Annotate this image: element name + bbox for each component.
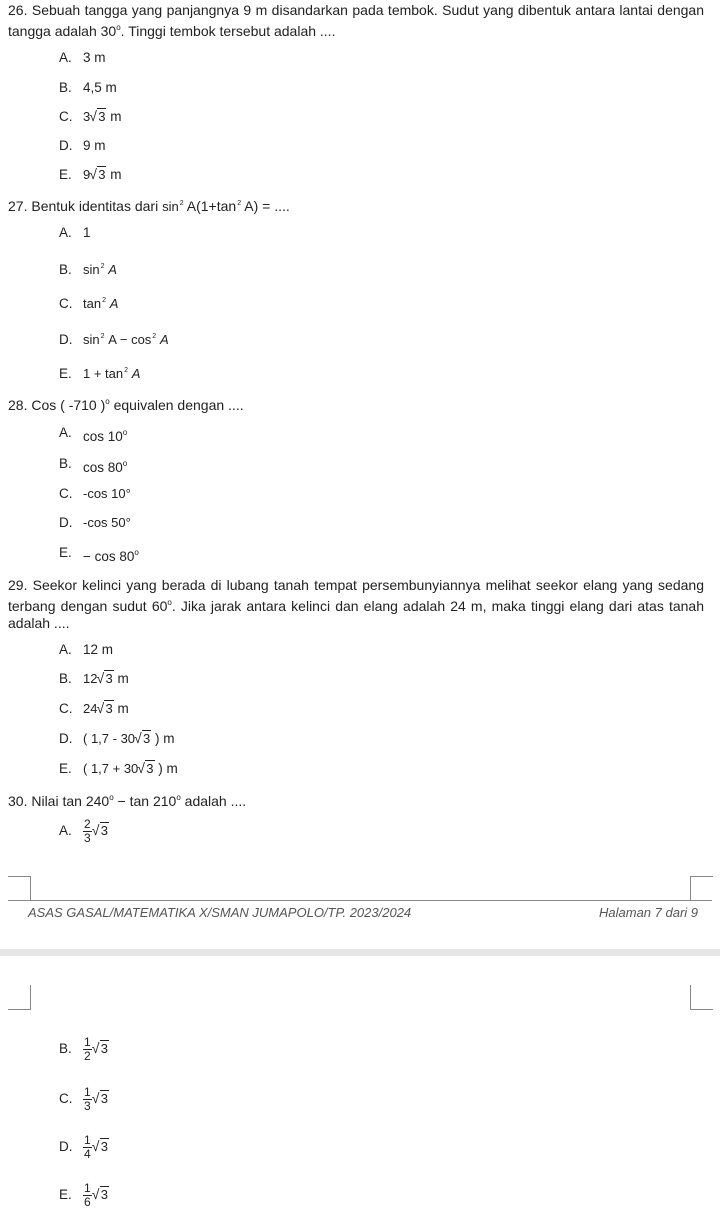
- q30-option-b[interactable]: B. $\frac{1}{2}$ √ 3: [59, 1036, 109, 1063]
- question-26-text: 26. Sebuah tangga yang panjangnya 9 m disandarkan pada tembok. Sudut yang dibentuk antara lantai dengan tangga adalah 30$^o$. Tinggi tembok tersebut adalah ....: [8, 2, 704, 39]
- q28-option-e[interactable]: E. − cos 80$^o$: [59, 545, 139, 564]
- footer-exam-title: ASAS GASAL/MATEMATIKA X/SMAN JUMAPOLO/TP. 2023/2024: [28, 905, 412, 920]
- q27-option-a[interactable]: A. 1: [59, 225, 91, 240]
- page-separator: [0, 949, 720, 956]
- q27-option-c[interactable]: C. $\tan^2 A$: [59, 296, 119, 311]
- q30-option-a[interactable]: A. $\frac{2}{3}$ √ 3: [59, 818, 109, 845]
- q27-option-e[interactable]: E. $1 + \tan^2 A$: [59, 366, 141, 381]
- question-30-text: 30. Nilai $\tan 240^o - \tan 210^o$ adalah ....: [8, 793, 247, 809]
- question-29-text: 29. Seekor kelinci yang berada di lubang tanah tempat persembunyiannya melihat seekor elang yang sedang terbang dengan sudut 60$^o$. Jika jarak antara kelinci dan elang adalah 24 m, maka tinggi elang dari atas tanah adalah ....: [8, 577, 705, 631]
- q27-option-b[interactable]: B. $\sin^2 A$: [59, 262, 117, 277]
- q26-option-a[interactable]: A. 3 m: [59, 50, 106, 65]
- q29-option-e[interactable]: E. ( 1,7 + 30√ 3 ) m: [59, 760, 178, 778]
- footer-page-number: Halaman 7 dari 9: [599, 905, 698, 920]
- crop-mark-right: [690, 876, 713, 901]
- q26-option-c[interactable]: C. 3√ 3 m: [59, 108, 121, 126]
- q26-option-d[interactable]: D. 9 m: [59, 138, 106, 153]
- q28-option-d[interactable]: D. -cos 50°: [59, 515, 131, 530]
- page-footer: [28, 905, 698, 920]
- q30-option-d[interactable]: D. $\frac{1}{4}$ √ 3: [59, 1134, 109, 1161]
- question-28-text: 28. Cos ( -710 )$^o$ equivalen dengan ....: [8, 397, 244, 413]
- q26-option-e[interactable]: E. 9√ 3 m: [59, 166, 121, 184]
- q29-option-d[interactable]: D. ( 1,7 - 30√ 3 ) m: [59, 730, 175, 748]
- crop-mark-left: [8, 876, 31, 901]
- q28-option-a[interactable]: A. cos 10$^o$: [59, 425, 128, 444]
- q30-option-e[interactable]: E. $\frac{1}{6}$ √ 3: [59, 1182, 109, 1209]
- q26-option-b[interactable]: B. 4,5 m: [59, 80, 117, 95]
- q28-option-c[interactable]: C. -cos 10°: [59, 486, 131, 501]
- crop-mark-left-next: [8, 985, 31, 1010]
- q29-option-b[interactable]: B. 12√ 3 m: [59, 670, 129, 688]
- crop-mark-right-next: [690, 985, 713, 1010]
- q27-option-d[interactable]: D. $\sin^2 A - \cos^2 A$: [59, 332, 169, 347]
- question-27-text: 27. Bentuk identitas dari $\sin^2 A(1+\tan^2$ A) = ....: [8, 198, 290, 214]
- q30-option-c[interactable]: C. $\frac{1}{3}$ √ 3: [59, 1086, 109, 1113]
- footer-divider: [8, 900, 712, 901]
- q29-option-c[interactable]: C. 24√ 3 m: [59, 700, 129, 718]
- q29-option-a[interactable]: A. 12 m: [59, 642, 114, 657]
- q28-option-b[interactable]: B. cos 80$^o$: [59, 456, 128, 475]
